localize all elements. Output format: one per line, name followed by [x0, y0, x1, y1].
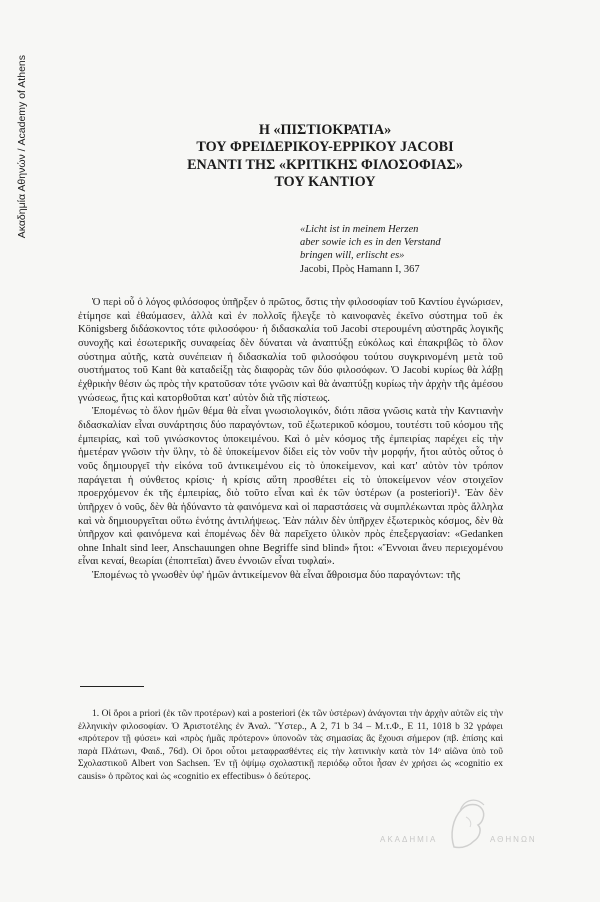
paragraph: Ἑπομένως τὸ ὅλον ἡμῶν θέμα θὰ εἶναι γνωσιολογικόν, διότι πᾶσα γνῶσις κατὰ τὴν Καντιανὴν διδασκαλίαν εἶναι συνάρτησις δύο παραγόντων, τοῦ ἐξωτερικοῦ κόσμου, τουτέστι τοῦ κόσμου τῆς ἐμπειρίας, καὶ τοῦ γινώσκοντος ὑποκειμένου. Καὶ ὁ μὲν κόσμος τῆς ἐμπειρίας παρέχει εἰς τὴν ἡμετέραν γνῶσιν τὴν ὕλην, τὸ δὲ ὑποκείμενον δίδει εἰς τὸν νοῦν τὴν μορφήν, ἤτοι αὐτὸς οὗτος ὁ νοῦς δημιουργεῖ τὴν εἰκόνα τοῦ ἀντικειμένου εἰς τὸ ὑποκείμενον, καὶ κατ' αὐτὸν τὸν τρόπον παράγεται ἡ σύνθετος κρίσις· ἡ κρίσις αὕτη προσθέτει εἰς τὸ ὑποκείμενον νέον στοιχεῖον προερχόμενον ἐκ τῆς ἐμπειρίας, διὸ τοῦτο εἶναι καὶ ἐκ τῶν ὑστέρων (a posteriori)¹. Ἐὰν δὲν ὑπῆρχεν ὁ νοῦς, δὲν θὰ ἠδύναντο τὰ φαινόμενα καὶ οἱ παραστάσεις νὰ συμπλέκωνται πρὸς ἄλληλα καὶ νὰ δημιουργεῖται οὕτω ἑνότης ἀντιλήψεως. Ἐὰν πάλιν δὲν ὑπῆρχεν ἐξωτερικὸς κόσμος, δὲν θὰ ὑπῆρχον καὶ φαινόμενα καὶ ἑπομένως δὲν θὰ παρεῖχετο ὑλικὸν πρὸς ἐπεξεργασίαν: «Gedanken ohne Inhalt sind leer, Anschauungen ohne Begriffe sind blind» ἤτοι: «Ἔννοιαι ἄνευ περιεχομένου εἶναι κεναί, θεωρίαι (ἐποπτεῖαι) ἄνευ ἐννοιῶν εἶναι τυφλαί».	[78, 406, 503, 568]
watermark-left-text: ΑΚΑΔΗΜΙΑ	[380, 835, 438, 844]
epigraph-line: «Licht ist in meinem Herzen	[300, 224, 419, 235]
epigraph	[300, 223, 500, 276]
academy-watermark	[380, 795, 555, 860]
watermark-right-text: ΑΘΗΝΩΝ	[490, 835, 537, 844]
athena-head-icon	[442, 795, 492, 855]
side-label	[8, 55, 28, 265]
epigraph-source: Jacobi, Πρὸς Hamann I, 367	[300, 263, 420, 275]
epigraph-line: bringen will, erlischt es»	[300, 250, 405, 262]
title-line: ΤΟΥ ΚΑΝΤΙΟΥ	[274, 173, 376, 190]
footnote: 1. Οἱ ὅροι a priori (ἐκ τῶν προτέρων) καὶ a posteriori (ἐκ τῶν ὑστέρων) ἀνάγονται τὴν ἀρχὴν αὐτῶν εἰς τὴν ἑλληνικὴν φιλοσοφίαν. Ὁ Ἀριστοτέλης ἐν Ἀναλ. Ὕστερ., Α 2, 71 b 34 – Μ.τ.Φ., Ε 11, 1018 b 32 γράφει «πρότερον τῇ φύσει» καὶ «πρὸς ἡμᾶς πρότερον» ὑπονοῶν τὰς σημασίας ἃς ἔχουσι σήμερον (πβ. ἐπίσης καὶ παρὰ Πλάτωνι, Φαιδ., 76d). Οἱ ὅροι οὗτοι μεταφρασθέντες εἰς τὴν λατινικὴν κατὰ τὸν 14ᵒ αἰῶνα ὑπὸ τοῦ Σχολαστικοῦ Albert von Sachsen. Ἐν τῇ ὀψίμῳ σχολαστικῇ περιόδῳ οὗτοι ἦσαν ἐν χρήσει ὡς «cognitio ex causis» ὁ πρῶτος καὶ ὡς «cognitio ex effectibus» ὁ δεύτερος.	[78, 709, 503, 782]
title-line: Η «ΠΙΣΤΙΟΚΡΑΤΙΑ»	[258, 122, 392, 138]
paragraph: Ὁ περὶ οὗ ὁ λόγος φιλόσοφος ὑπῆρξεν ὁ πρῶτος, ὅστις τὴν φιλοσοφίαν τοῦ Καντίου ἐγνώρισεν, ἐτίμησε καὶ ἐθαύμασεν, ἀλλὰ καὶ ἐν πολλοῖς ἤλεγξε τὸ καινοφανὲς ἐκεῖνο σύστημα τοῦ ἐκ Königsberg διδάσκοντος τότε φιλοσόφου· ἡ διδασκαλία τοῦ Jacobi στερουμένη αὐστηρᾶς λογικῆς συνοχῆς καὶ ἐσωτερικῆς συναφείας δὲν δύναται νὰ ἀναπτύξῃ εὐκόλως καὶ ἐπακριβῶς τὸ ὅλον σύστημα αὐτῆς, κατὰ συνέπειαν ἡ διδασκαλία τοῦ φιλοσόφου τούτου συγκρινομένη μετὰ τοῦ συστήματος τοῦ Kant θὰ καταδείξῃ τὰς διαφορὰς τῶν δύο φιλοσόφων. Ὁ Jacobi κυρίως θὰ λάβῃ ἐχθρικὴν θέσιν ὡς πρὸς τὴν κρατοῦσαν τότε γνῶσιν καὶ θὰ ἀναπτύξῃ κυρίως τὴν ἀρχὴν τῆς ἀμέσου γνώσεως, ἥτις καὶ κατορθοῦται κατ' αὐτὸν διὰ τῆς πίστεως.	[78, 297, 503, 404]
title-line: ΤΟΥ ΦΡΕΙΔΕΡΙΚΟΥ-ΕΡΡΙΚΟΥ JACOBI	[196, 139, 454, 156]
title-line: ΕΝΑΝΤΙ ΤΗΣ «ΚΡΙΤΙΚΗΣ ΦΙΛΟΣΟΦΙΑΣ»	[187, 156, 463, 173]
footnote-rule	[80, 686, 144, 687]
epigraph-line: aber sowie ich es in den Verstand	[300, 237, 441, 249]
side-label-text: Ακαδημία Αθηνών / Academy of Athens	[16, 55, 28, 239]
body-text	[78, 296, 503, 583]
page-title	[100, 122, 550, 191]
paragraph: Ἑπομένως τὸ γνωσθὲν ὑφ' ἡμῶν ἀντικείμενον θὰ εἶναι ἄθροισμα δύο παραγόντων: τῆς	[92, 570, 461, 582]
